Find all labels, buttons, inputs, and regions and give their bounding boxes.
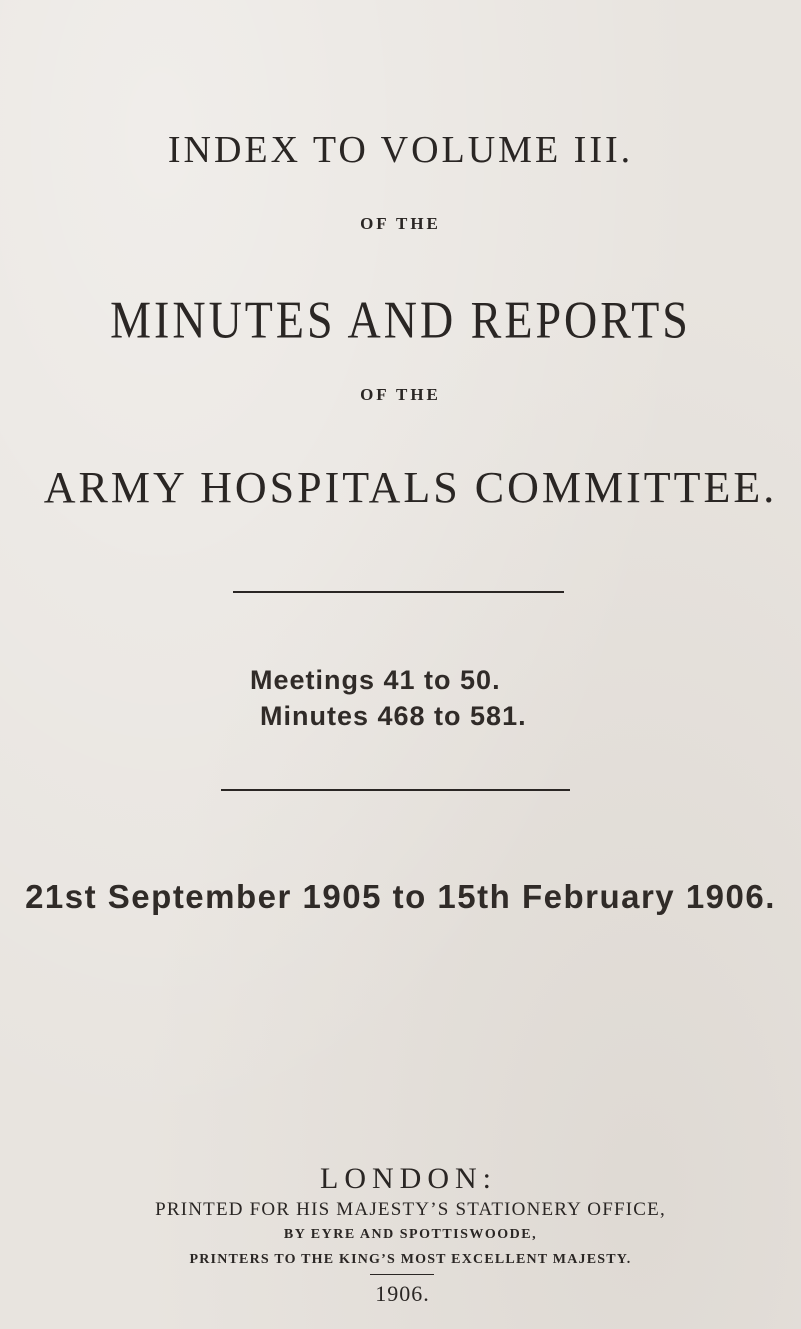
imprint-city: LONDON: <box>320 1162 497 1195</box>
of-the-connector-2: OF THE <box>360 385 441 404</box>
of-the-connector-1: OF THE <box>360 214 441 233</box>
divider-middle <box>221 789 570 791</box>
imprint-printer-name: BY EYRE AND SPOTTISWOODE, <box>283 1227 538 1242</box>
divider-top <box>233 591 564 593</box>
contents-block <box>250 662 527 734</box>
publication-year: 1906. <box>375 1281 430 1306</box>
minutes-and-reports-heading: MINUTES AND REPORTS <box>110 290 691 349</box>
minutes-range: Minutes 468 to 581. <box>260 701 527 731</box>
date-range: 21st September 1905 to 15th February 1906. <box>25 878 776 915</box>
committee-heading: ARMY HOSPITALS COMMITTEE. <box>43 463 778 512</box>
meetings-range: Meetings 41 to 50. <box>250 665 501 695</box>
imprint-printers-title: PRINTERS TO THE KING’S MOST EXCELLENT MAJESTY. <box>189 1252 632 1267</box>
index-heading: INDEX TO VOLUME III. <box>167 129 634 171</box>
imprint-printed-for: PRINTED FOR HIS MAJESTY’S STATIONERY OFFICE, <box>155 1199 666 1220</box>
divider-bottom <box>370 1274 434 1275</box>
